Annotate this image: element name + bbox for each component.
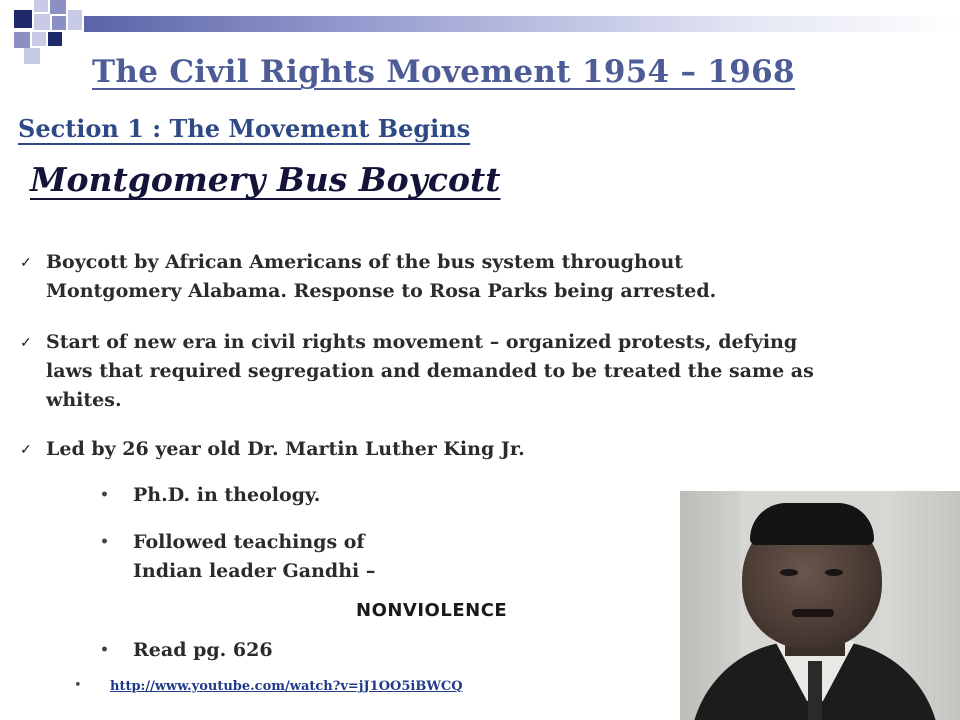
header-gradient-bar (84, 16, 960, 32)
video-link[interactable]: http://www.youtube.com/watch?v=jJ1OO5iBWCQ (110, 679, 463, 694)
deco-square (52, 16, 66, 30)
check-point-3 (20, 435, 525, 464)
checkmark-icon: ✓ (20, 335, 32, 351)
check-point-2 (20, 328, 814, 415)
checkmark-icon: ✓ (20, 442, 32, 458)
sub-point-line: Read pg. 626 (133, 639, 273, 661)
point-line: Start of new era in civil rights movement – organized protests, defying (46, 331, 798, 353)
bullet-dot-icon: • (100, 534, 109, 550)
sub-point-line: Indian leader Gandhi – (133, 560, 376, 582)
deco-square (24, 48, 40, 64)
slide-title: The Civil Rights Movement 1954 – 1968 (92, 54, 795, 90)
point-line: Led by 26 year old Dr. Martin Luther King Jr. (46, 438, 525, 460)
sub-point-1 (100, 481, 321, 510)
bullet-dot-icon: • (100, 642, 109, 658)
point-line: whites. (46, 389, 122, 411)
deco-square (14, 10, 32, 28)
deco-square (34, 14, 50, 30)
sub-point-3 (100, 636, 273, 665)
point-line: laws that required segregation and demanded to be treated the same as (46, 360, 814, 382)
check-point-1 (20, 248, 717, 306)
deco-square (32, 32, 46, 46)
deco-square (14, 32, 30, 48)
bullet-dot-icon: • (100, 487, 109, 503)
section-heading: Section 1 : The Movement Begins (18, 114, 471, 143)
nonviolence-emphasis: NONVIOLENCE (356, 600, 508, 621)
deco-square (34, 0, 48, 12)
sub-point-line: Ph.D. in theology. (133, 484, 321, 506)
sub-point-2 (100, 528, 376, 586)
topic-heading: Montgomery Bus Boycott (30, 160, 501, 199)
bullet-dot-icon: • (74, 678, 82, 693)
point-line: Montgomery Alabama. Response to Rosa Parks being arrested. (46, 280, 717, 302)
deco-square (68, 10, 82, 30)
deco-square (50, 0, 66, 14)
deco-square (48, 32, 62, 46)
checkmark-icon: ✓ (20, 255, 32, 271)
mlk-portrait-photo (680, 491, 960, 720)
point-line: Boycott by African Americans of the bus system throughout (46, 251, 684, 273)
sub-point-line: Followed teachings of (133, 531, 365, 553)
